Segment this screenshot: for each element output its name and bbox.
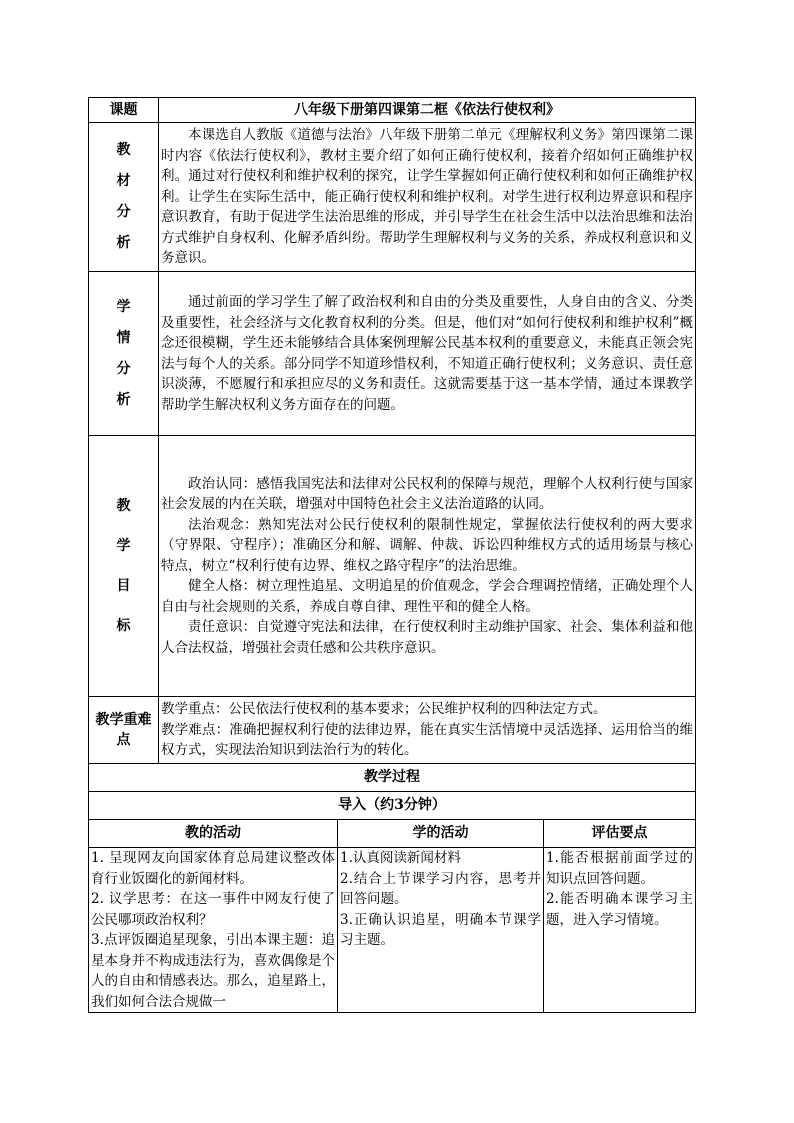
student-activity-header: 学的活动 — [338, 820, 544, 848]
learner-analysis-text: 通过前面的学习学生了解了政治权利和自由的分类及重要性，人身自由的含义、分类及重要性，社会经济与文化教育权利的分类。但是，他们对“如何行使权利和维护权利”概念还很模糊，学生还未能够结合具体案例理解公民基本权利的重要意义，未能真正领会宪法与每个人的关系。部分同学不知道珍惜权利，不知道正确行使权利；义务意识、责任意识淡薄，不愿履行和承担应尽的义务和责任。这就需要基于这一基本学情，通过本课教学帮助学生解决权利义务方面存在的问题。 — [161, 294, 694, 413]
key-point-difficulty: 教学难点：准确把握权利行使的法律边界，能在真实生活情境中灵活选择、运用恰当的维权方式，实现法治知识到法治行为的转化。 — [161, 721, 694, 759]
lesson-plan-table — [88, 97, 696, 1013]
material-analysis-text: 本课选自人教版《道德与法治》八年级下册第二单元《理解权利义务》第四课第二课时内容《依法行使权利》，教材主要介绍了如何正确行使权利，接着介绍如何正确维护权利。通过对行使权利和维护权利的探究，让学生掌握如何正确行使权利和如何正确维护权利。让学生在实际生活中，能正确行使权利和维护权利。对学生进行权利边界意识和程序意识教育，有助于促进学生法治思维的形成，并引导学生在社会生活中以法治思维和法治方式维护自身权利、化解矛盾纠纷。帮助学生理解权利与义务的关系，养成权利意识和义务意识。 — [161, 127, 694, 267]
learner-analysis-row — [89, 272, 696, 436]
teacher-activity-item: 3.点评饭圈追星现象，引出本课主题：追星本身并不构成违法行为，喜欢偶像是个人的自由和情感表达。那么，追星路上，我们如何合法合规做一 — [91, 932, 335, 1010]
key-points-label: 教学重难点 — [89, 697, 159, 764]
lesson-title: 八年级下册第四课第二框《依法行使权利》 — [159, 98, 696, 123]
evaluation-item: 1.能否根据前面学过的知识点回答问题。 — [546, 850, 694, 887]
evaluation-item: 2.能否明确本课学习主题，进入学习情境。 — [546, 891, 694, 928]
teacher-activity-item: 1. 呈现网友向国家体育总局建议整改体育行业饭圈化的新闻材料。 — [91, 850, 335, 887]
teacher-activity-header: 教的活动 — [89, 820, 338, 848]
student-activities — [338, 848, 544, 1013]
intro-heading: 导入（约3分钟） — [89, 792, 696, 820]
evaluation-points — [544, 848, 696, 1013]
learner-analysis-label: 学 情 分 析 — [89, 272, 159, 436]
intro-heading-row — [89, 792, 696, 820]
process-heading: 教学过程 — [89, 764, 696, 792]
activity-header-row — [89, 820, 696, 848]
title-row — [89, 98, 696, 123]
material-analysis-row — [89, 123, 696, 272]
teacher-activities — [89, 848, 338, 1013]
key-point-focus: 教学重点：公民依法行使权利的基本要求；公民维护权利的四种法定方式。 — [161, 701, 607, 718]
material-analysis-label: 教 材 分 析 — [89, 123, 159, 272]
teacher-activity-item: 2. 议学思考：在这一事件中网友行使了公民哪项政治权利？ — [91, 891, 335, 928]
activity-content-row — [89, 848, 696, 1013]
lesson-plan-document — [88, 97, 695, 1013]
objective-responsibility: 责任意识：自觉遵守宪法和法律，在行使权利时主动维护国家、社会、集体利益和他人合法权益，增强社会责任感和公共秩序意识。 — [161, 619, 694, 656]
objective-personality: 健全人格：树立理性追星、文明追星的价值观念，学会合理调控情绪，正确处理个人自由与社会规则的关系，养成自尊自律、理性平和的健全人格。 — [161, 578, 694, 615]
student-activity-item: 1.认真阅读新闻材料 — [340, 850, 461, 866]
objectives-label: 教 学 目 标 — [89, 436, 159, 697]
process-heading-row — [89, 764, 696, 792]
objective-political: 政治认同：感悟我国宪法和法律对公民权利的保障与规范，理解个人权利行使与国家社会发展的内在关联，增强对中国特色社会主义法治道路的认同。 — [161, 475, 694, 513]
objectives-row — [89, 436, 696, 697]
student-activity-item: 2.结合上节课学习内容，思考并回答问题。 — [340, 870, 541, 907]
title-label: 课题 — [89, 98, 159, 123]
student-activity-item: 3.正确认识追星，明确本节课学习主题。 — [340, 911, 541, 948]
key-points-row — [89, 697, 696, 764]
evaluation-header: 评估要点 — [544, 820, 696, 848]
objective-legal: 法治观念：熟知宪法对公民行使权利的限制性规定，掌握依法行使权利的两大要求（守界限、守程序）；准确区分和解、调解、仲裁、诉讼四种维权方式的适用场景与核心特点，树立“权利行使有边界、维权之路守程序”的法治思维。 — [161, 516, 694, 574]
